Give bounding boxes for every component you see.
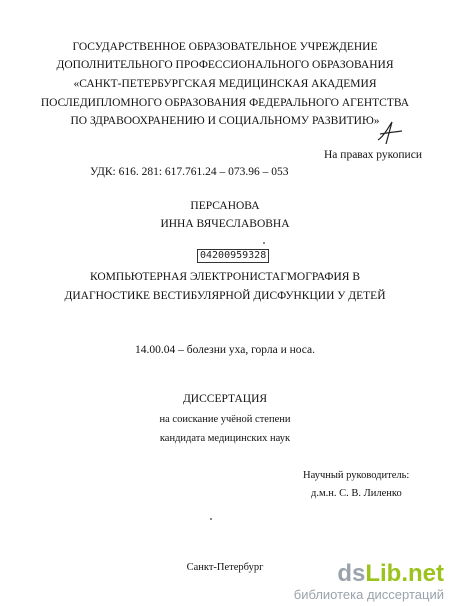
dslib-logo-ds: ds <box>337 560 366 587</box>
rights-note: На правах рукописи <box>324 149 422 161</box>
signature-mark <box>372 118 406 148</box>
author-surname: ПЕРСАНОВА <box>190 200 260 212</box>
degree-purpose: на соискание учёной степени <box>159 414 291 425</box>
udk-code: УДК: 616. 281: 617.761.24 – 073.96 – 053 <box>90 166 289 178</box>
dslib-subtitle: библиотека диссертаций <box>293 587 444 602</box>
specialty-code: 14.00.04 – болезни уха, горла и носа. <box>134 344 316 356</box>
dslib-logo-lib: Lib.net <box>365 560 444 587</box>
supervisor-label: Научный руководитель: <box>303 470 410 481</box>
scan-speck <box>263 242 265 244</box>
header-line-2: ДОПОЛНИТЕЛЬНОГО ПРОФЕССИОНАЛЬНОГО ОБРАЗОВАНИЯ <box>56 59 394 71</box>
dissertation-label: ДИССЕРТАЦИЯ <box>182 393 268 405</box>
title-line-1: КОМПЬЮТЕРНАЯ ЭЛЕКТРОНИСТАГМОГРАФИЯ В <box>89 271 360 283</box>
scan-speck <box>210 518 212 520</box>
city: Санкт-Петербург <box>186 562 264 573</box>
header-line-3: «САНКТ-ПЕТЕРБУРГСКАЯ МЕДИЦИНСКАЯ АКАДЕМИЯ <box>73 78 377 90</box>
header-line-4: ПОСЛЕДИПЛОМНОГО ОБРАЗОВАНИЯ ФЕДЕРАЛЬНОГО АГЕНТСТВА <box>40 97 410 109</box>
supervisor-name: д.м.н. С. В. Лиленко <box>311 488 402 499</box>
title-line-2: ДИАГНОСТИКЕ ВЕСТИБУЛЯРНОЙ ДИСФУНКЦИИ У ДЕТЕЙ <box>64 290 386 302</box>
author-name: ИННА ВЯЧЕСЛАВОВНА <box>160 218 290 230</box>
header-line-5: ПО ЗДРАВООХРАНЕНИЮ И СОЦИАЛЬНОМУ РАЗВИТИЮ» <box>70 115 380 127</box>
library-stamp: 04200959328 <box>197 249 269 263</box>
dslib-logo <box>294 561 444 587</box>
header-line-1: ГОСУДАРСТВЕННОЕ ОБРАЗОВАТЕЛЬНОЕ УЧРЕЖДЕНИЕ <box>72 41 378 53</box>
degree-name: кандидата медицинских наук <box>159 433 291 444</box>
dslib-watermark <box>294 561 444 602</box>
